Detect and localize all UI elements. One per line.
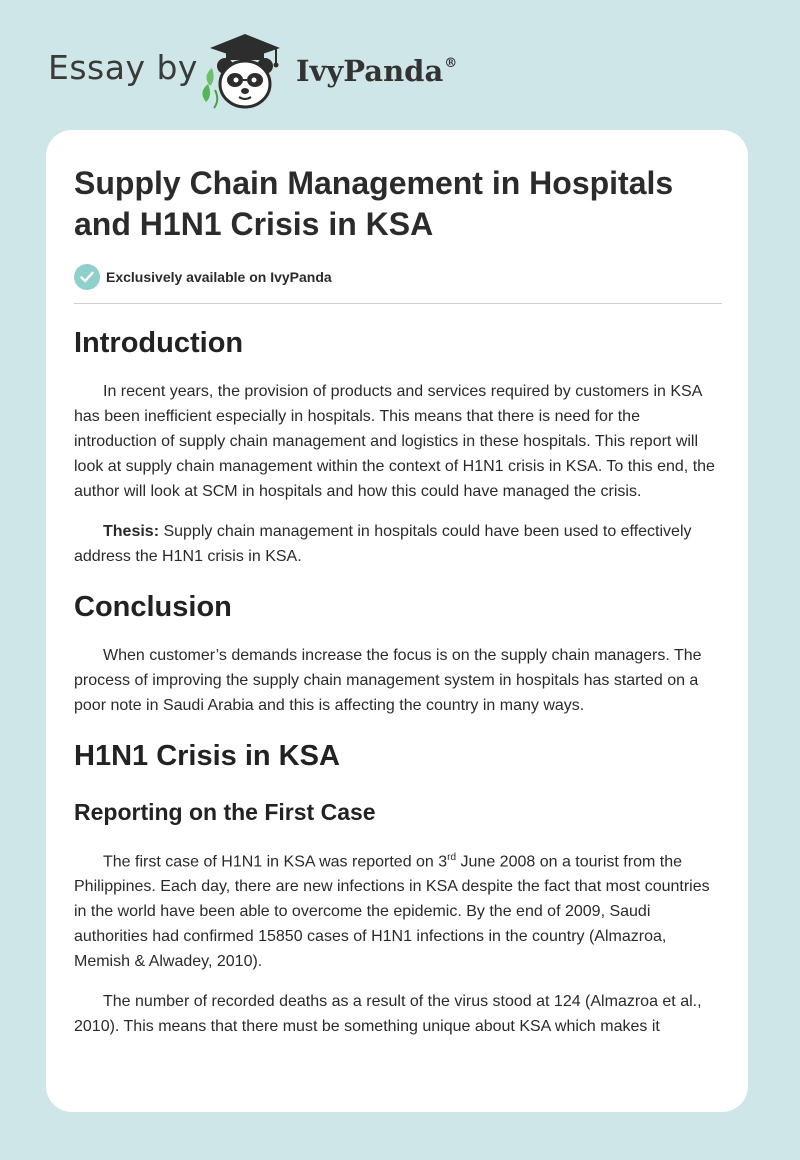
date-ordinal-suffix: rd [447, 852, 457, 863]
exclusive-badge [74, 263, 332, 291]
conclusion-paragraph: When customer’s demands increase the focus is on the supply chain managers. The process of improving the supply chain management system in hospitals has started on a poor note in Saudi Arabia and this is affecting the country in many ways. [74, 647, 702, 714]
check-circle-icon [74, 264, 100, 290]
exclusive-badge-label: Exclusively available on IvyPanda [106, 269, 332, 285]
article-title: Supply Chain Management in Hospitals and H1N1 Crisis in KSA [74, 165, 674, 242]
essay-by-label: Essay by [48, 48, 198, 87]
thesis-text: Supply chain management in hospitals could have been used to effectively address the H1N1 crisis in KSA. [74, 523, 692, 565]
article-content [74, 326, 722, 1054]
brand-name[interactable]: IvyPanda® [296, 54, 458, 88]
section-heading-conclusion: Conclusion [74, 591, 232, 623]
thesis-paragraph [74, 519, 722, 569]
site-header [0, 0, 800, 130]
section-heading-h1n1-crisis: H1N1 Crisis in KSA [74, 740, 340, 772]
panda-graduate-logo-icon[interactable] [196, 30, 294, 112]
subsection-heading-first-case: Reporting on the First Case [74, 799, 376, 825]
introduction-paragraph: In recent years, the provision of products and services required by customers in KSA has been inefficient especially in hospitals. This means that there is need for the introduction of supply chain management and logistics in these hospitals. This report will look at supply chain management within the context of H1N1 crisis in KSA. To this end, the author will look at SCM in hospitals and how this could have managed the crisis. [74, 383, 715, 500]
section-heading-introduction: Introduction [74, 327, 244, 359]
trademark-symbol: ® [444, 56, 458, 71]
title-divider [74, 303, 722, 304]
thesis-label: Thesis: [103, 523, 160, 540]
deaths-paragraph: The number of recorded deaths as a result of the virus stood at 124 (Almazroa et al., 2010). This means that there must be something unique about KSA which makes it [74, 993, 702, 1036]
first-case-paragraph: The first case of H1N1 in KSA was reported on 3rd June 2008 on a tourist from the Philippines. Each day, there are new infections in KSA despite the fact that most countries in the world have been able to overcome the epidemic. By the end of 2009, Saudi authorities had confirmed 15850 cases of H1N1 infections in the country (Almazroa, Memish & Alwadey, 2010). [74, 852, 710, 971]
article-card [46, 130, 748, 1112]
